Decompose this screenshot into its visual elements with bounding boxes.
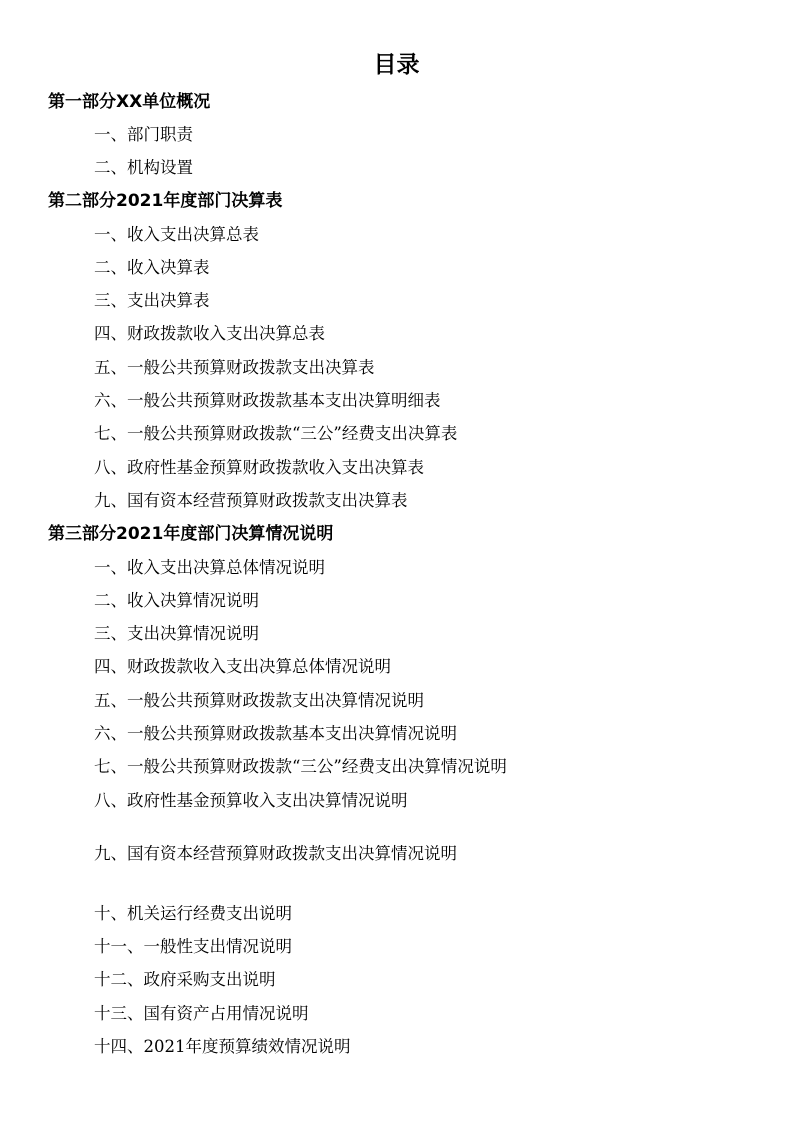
toc-item: 十、机关运行经费支出说明 [94,904,292,923]
toc-item: 三、支出决算情况说明 [94,624,259,643]
toc-item: 七、一般公共预算财政拨款“三公”经费支出决算情况说明 [94,757,507,776]
toc-item: 八、政府性基金预算财政拨款收入支出决算表 [94,458,424,477]
toc-item: 十一、一般性支出情况说明 [94,937,292,956]
toc-item: 八、政府性基金预算收入支出决算情况说明 [94,791,408,810]
toc-item: 九、国有资本经营预算财政拨款支出决算情况说明 [94,844,457,863]
toc-item: 十二、政府采购支出说明 [94,970,276,989]
toc-item: 二、机构设置 [94,158,193,177]
toc-item: 十三、国有资产占用情况说明 [94,1004,309,1023]
toc-item: 五、一般公共预算财政拨款支出决算表 [94,358,375,377]
toc-item: 四、财政拨款收入支出决算总体情况说明 [94,657,391,676]
toc-item: 四、财政拨款收入支出决算总表 [94,324,325,343]
toc-heading-part-2: 第二部分2021年度部门决算表 [48,191,283,211]
toc-item: 九、国有资本经营预算财政拨款支出决算表 [94,491,408,510]
toc-item: 六、一般公共预算财政拨款基本支出决算情况说明 [94,724,457,743]
toc-item: 五、一般公共预算财政拨款支出决算情况说明 [94,691,424,710]
toc-item: 二、收入决算情况说明 [94,591,259,610]
toc-item: 二、收入决算表 [94,258,210,277]
page-title: 目录 [373,52,420,78]
toc-heading-part-1: 第一部分XX单位概况 [48,92,211,112]
toc-item: 三、支出决算表 [94,291,210,310]
toc-item: 一、收入支出决算总体情况说明 [94,558,325,577]
toc-item: 六、一般公共预算财政拨款基本支出决算明细表 [94,391,441,410]
toc-item: 一、收入支出决算总表 [94,225,259,244]
toc-item: 一、部门职责 [94,125,193,144]
toc-heading-part-3: 第三部分2021年度部门决算情况说明 [48,524,334,544]
toc-item: 七、一般公共预算财政拨款“三公”经费支出决算表 [94,424,458,443]
toc-item: 十四、2021年度预算绩效情况说明 [94,1037,351,1056]
